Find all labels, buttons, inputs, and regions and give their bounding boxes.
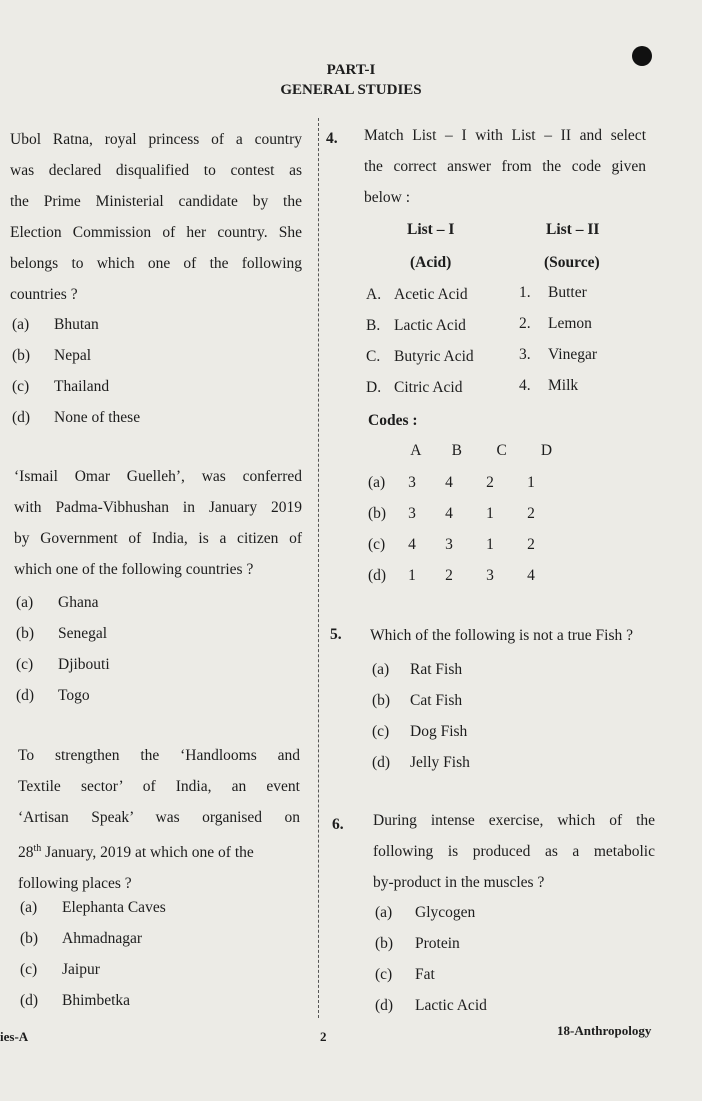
codes-cell: 3 xyxy=(408,474,416,491)
question-6-line: During intense exercise, which of the xyxy=(373,812,655,829)
codes-cell: 3 xyxy=(445,536,453,553)
question-3-line xyxy=(18,833,300,868)
option-row[interactable] xyxy=(375,897,487,928)
option-row[interactable] xyxy=(20,892,166,923)
option-label: (d) xyxy=(372,754,391,771)
codes-row-label: (a) xyxy=(368,474,386,491)
option-label: (a) xyxy=(20,899,38,916)
option-label: (a) xyxy=(375,904,393,921)
option-label: (c) xyxy=(16,656,34,673)
question-4-line: below : xyxy=(364,189,411,206)
option-text: Senegal xyxy=(58,625,108,642)
question-3 xyxy=(18,740,300,899)
question-2-line: with Padma-Vibhushan in January 2019 xyxy=(14,499,302,516)
option-row[interactable] xyxy=(372,747,470,778)
option-text: Rat Fish xyxy=(410,661,463,678)
option-label: (a) xyxy=(372,661,390,678)
codes-cell: 1 xyxy=(486,536,494,553)
option-label: (b) xyxy=(16,625,35,642)
list-item-label: B. xyxy=(366,317,381,334)
list-item-label: C. xyxy=(366,348,381,365)
option-label: (b) xyxy=(12,347,31,364)
codes-cell: 4 xyxy=(408,536,416,553)
option-row[interactable] xyxy=(12,371,140,402)
option-text: Protein xyxy=(415,935,460,952)
codes-row[interactable] xyxy=(368,560,552,591)
question-1-line: belongs to which one of the following xyxy=(10,255,302,272)
list-item-text: Lemon xyxy=(548,315,592,332)
codes-cell: 4 xyxy=(445,474,453,491)
option-text: Togo xyxy=(58,687,90,704)
option-text: Lactic Acid xyxy=(415,997,487,1014)
date-day: 28 xyxy=(18,844,34,862)
codes-cell: 4 xyxy=(527,567,535,584)
list-2-item xyxy=(519,370,597,401)
codes-cell: 2 xyxy=(527,536,535,553)
option-row[interactable] xyxy=(16,618,110,649)
question-2-line: by Government of India, is a citizen of xyxy=(14,530,302,547)
option-row[interactable] xyxy=(12,340,140,371)
list-1-item xyxy=(366,341,474,372)
list-1-item xyxy=(366,310,474,341)
codes-cell: 1 xyxy=(527,474,535,491)
question-3-line: following places ? xyxy=(18,875,132,893)
list-1-title: List – I xyxy=(407,221,455,238)
question-6-number: 6. xyxy=(332,816,344,833)
list-item-label: D. xyxy=(366,379,382,396)
codes-header-cell: C xyxy=(496,442,507,459)
list-item-text: Milk xyxy=(548,377,579,394)
option-label: (d) xyxy=(20,992,39,1009)
codes-row[interactable] xyxy=(368,467,552,498)
option-text: Glycogen xyxy=(415,904,476,921)
page-number: 2 xyxy=(320,1029,327,1044)
question-3-line: Textile sector’ of India, an event xyxy=(18,778,300,795)
list-1-item xyxy=(366,279,474,310)
option-label: (b) xyxy=(375,935,394,952)
option-text: Elephanta Caves xyxy=(62,899,166,916)
option-text: Fat xyxy=(415,966,435,983)
option-text: Ghana xyxy=(58,594,99,611)
question-2-line: which one of the following countries ? xyxy=(14,561,254,578)
option-label: (d) xyxy=(375,997,394,1014)
list-item-label: 4. xyxy=(519,377,531,394)
question-1-line: countries ? xyxy=(10,286,78,303)
option-row[interactable] xyxy=(16,587,110,618)
option-row[interactable] xyxy=(12,309,140,340)
codes-header-cell: D xyxy=(540,442,553,459)
option-text: Jaipur xyxy=(62,961,100,978)
option-label: (c) xyxy=(375,966,393,983)
list-2-title: List – II xyxy=(546,221,600,238)
list-2-subtitle: (Source) xyxy=(544,254,600,271)
option-row[interactable] xyxy=(375,990,487,1021)
date-suffix: th xyxy=(33,843,42,854)
option-row[interactable] xyxy=(20,954,166,985)
codes-cell: 2 xyxy=(527,505,535,522)
codes-header-cell: A xyxy=(410,442,422,459)
option-label: (b) xyxy=(372,692,391,709)
list-item-label: 2. xyxy=(519,315,531,332)
list-item-text: Lactic Acid xyxy=(394,317,466,334)
option-text: Cat Fish xyxy=(410,692,463,709)
list-1-subtitle: (Acid) xyxy=(410,254,452,271)
option-label: (d) xyxy=(16,687,35,704)
list-item-text: Butyric Acid xyxy=(394,348,474,365)
list-item-label: A. xyxy=(366,286,382,303)
list-2-item xyxy=(519,339,597,370)
codes-header-cell: B xyxy=(451,442,462,459)
question-2-options xyxy=(16,587,110,711)
option-text: Thailand xyxy=(54,378,110,395)
question-5-options xyxy=(372,654,470,778)
codes-row-label: (c) xyxy=(368,536,386,553)
codes-row-label: (d) xyxy=(368,567,387,584)
column-divider xyxy=(318,118,319,1018)
list-item-text: Acetic Acid xyxy=(394,286,468,303)
footer-subject: 18-Anthropology xyxy=(557,1023,652,1038)
question-3-line-rest: January, 2019 at which one of the xyxy=(41,844,254,862)
list-1-item xyxy=(366,372,474,403)
question-6-line: following is produced as a metabolic xyxy=(373,843,655,860)
question-6-line: by-product in the muscles ? xyxy=(373,874,545,891)
list-item-label: 1. xyxy=(519,284,531,301)
question-3-options xyxy=(20,892,166,1016)
codes-cell: 2 xyxy=(445,567,453,584)
question-6-options xyxy=(375,897,487,1021)
list-2-item xyxy=(519,308,597,339)
codes-title: Codes : xyxy=(368,412,418,429)
question-1 xyxy=(10,124,302,310)
question-4-number: 4. xyxy=(326,130,338,147)
codes-header-row xyxy=(368,435,568,466)
option-label: (a) xyxy=(16,594,34,611)
question-1-line: the Prime Ministerial candidate by the xyxy=(10,193,302,210)
question-4 xyxy=(364,120,646,213)
option-text: Bhimbetka xyxy=(62,992,131,1009)
option-text: Nepal xyxy=(54,347,92,364)
question-4-line: Match List – I with List – II and select xyxy=(364,127,646,144)
option-label: (d) xyxy=(12,409,31,426)
option-row[interactable] xyxy=(12,402,140,433)
option-row[interactable] xyxy=(372,685,470,716)
codes-table xyxy=(368,467,552,591)
option-label: (c) xyxy=(372,723,390,740)
codes-cell: 1 xyxy=(486,505,494,522)
question-3-line: To strengthen the ‘Handlooms and xyxy=(18,747,300,764)
codes-row[interactable] xyxy=(368,529,552,560)
option-row[interactable] xyxy=(16,649,110,680)
option-text: Jelly Fish xyxy=(410,754,470,771)
question-1-line: was declared disqualified to contest as xyxy=(10,162,302,179)
codes-cell: 4 xyxy=(445,505,453,522)
list-2 xyxy=(519,277,597,401)
option-text: Ahmadnagar xyxy=(62,930,143,947)
option-text: Dog Fish xyxy=(410,723,468,740)
option-text: Djibouti xyxy=(58,656,110,673)
question-1-line: Ubol Ratna, royal princess of a country xyxy=(10,131,302,148)
codes-cell: 1 xyxy=(408,567,416,584)
question-6 xyxy=(373,805,655,898)
codes-cell: 3 xyxy=(486,567,494,584)
question-1-line: Election Commission of her country. She xyxy=(10,224,302,241)
option-label: (c) xyxy=(12,378,30,395)
option-row[interactable] xyxy=(372,654,470,685)
list-item-text: Citric Acid xyxy=(394,379,463,396)
option-row[interactable] xyxy=(375,928,487,959)
option-text: Bhutan xyxy=(54,316,99,333)
option-row[interactable] xyxy=(372,716,470,747)
option-row[interactable] xyxy=(20,985,166,1016)
codes-row[interactable] xyxy=(368,498,552,529)
codes-cell: 3 xyxy=(408,505,416,522)
option-text: None of these xyxy=(54,409,141,426)
option-row[interactable] xyxy=(20,923,166,954)
option-label: (c) xyxy=(20,961,38,978)
option-row[interactable] xyxy=(16,680,110,711)
question-3-line: ‘Artisan Speak’ was organised on xyxy=(18,809,300,826)
question-4-line: the correct answer from the code given xyxy=(364,158,646,175)
codes-row-label: (b) xyxy=(368,505,387,522)
list-item-label: 3. xyxy=(519,346,531,363)
question-5-number: 5. xyxy=(330,626,342,643)
section-title: GENERAL STUDIES xyxy=(280,82,422,98)
footer-series: ies-A xyxy=(0,1029,29,1044)
option-row[interactable] xyxy=(375,959,487,990)
option-label: (a) xyxy=(12,316,30,333)
question-5-text: Which of the following is not a true Fish ? xyxy=(370,627,634,644)
list-1 xyxy=(366,279,474,403)
option-label: (b) xyxy=(20,930,39,947)
part-heading: PART-I xyxy=(326,62,376,78)
codes-cell: 2 xyxy=(486,474,494,491)
question-2 xyxy=(14,461,302,585)
question-1-options xyxy=(12,309,140,433)
list-item-text: Butter xyxy=(548,284,587,301)
list-item-text: Vinegar xyxy=(548,346,597,363)
question-2-line: ‘Ismail Omar Guelleh’, was conferred xyxy=(14,468,302,485)
list-2-item xyxy=(519,277,597,308)
